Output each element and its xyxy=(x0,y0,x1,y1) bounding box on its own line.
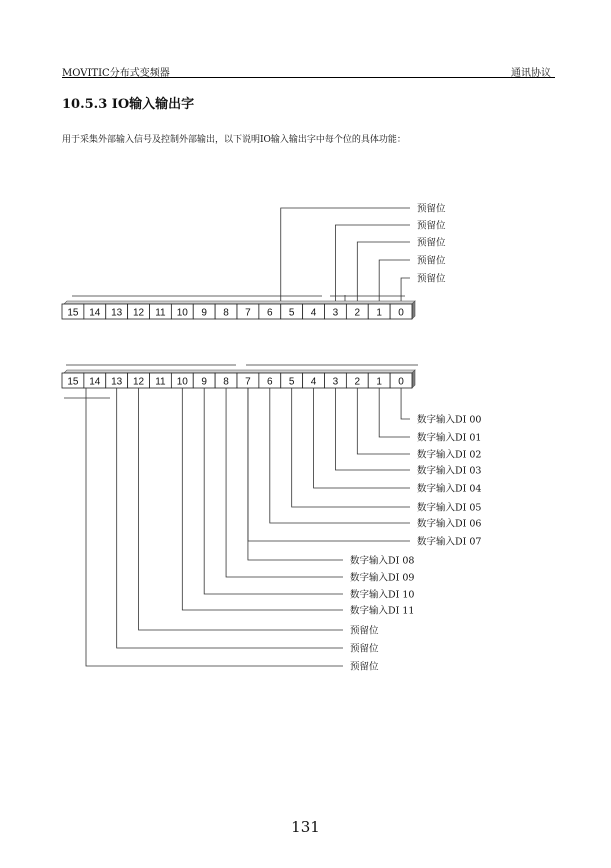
input-leader-line xyxy=(314,388,410,488)
bit-label: 3 xyxy=(332,307,339,319)
register-top-face xyxy=(64,301,415,304)
output-leader-line xyxy=(379,260,410,301)
input-leader-line xyxy=(335,388,410,470)
bit-label: 11 xyxy=(155,307,166,319)
bit-label: 0 xyxy=(398,307,404,319)
bit-label: 2 xyxy=(354,307,361,319)
input-leader-line xyxy=(379,388,410,437)
bit-label: 12 xyxy=(133,376,145,388)
input-label: 数字输入DI 10 xyxy=(350,589,415,601)
input-leader-line xyxy=(226,388,343,577)
input-label: 数字输入DI 02 xyxy=(417,449,482,461)
output-leader-line xyxy=(401,278,410,301)
input-word-register xyxy=(62,370,415,388)
bit-label: 8 xyxy=(223,376,229,388)
input-label: 数字输入DI 04 xyxy=(417,483,482,495)
input-label: 数字输入DI 00 xyxy=(417,414,482,426)
bit-label: 4 xyxy=(310,376,317,388)
page-number: 131 xyxy=(291,818,320,836)
bit-label: 1 xyxy=(376,307,382,319)
input-label: 数字输入DI 09 xyxy=(350,572,415,584)
bit-label: 14 xyxy=(89,376,101,388)
bit-label: 5 xyxy=(288,376,295,388)
register-side-face xyxy=(412,370,415,388)
bit-label: 13 xyxy=(111,376,123,388)
input-label: 数字输入DI 06 xyxy=(417,518,482,530)
input-leader-line xyxy=(292,388,410,507)
bit-label: 9 xyxy=(201,376,207,388)
bit-label: 2 xyxy=(354,376,361,388)
output-label: 预留位 xyxy=(417,203,446,215)
bit-label: 8 xyxy=(223,307,229,319)
bit-label: 7 xyxy=(245,376,251,388)
input-leader-line xyxy=(357,388,410,454)
bit-label: 10 xyxy=(176,307,188,319)
bit-label: 14 xyxy=(89,307,101,319)
input-label: 数字输入DI 11 xyxy=(350,605,415,617)
input-label: 数字输入DI 08 xyxy=(350,555,415,567)
bit-label: 15 xyxy=(67,376,79,388)
header-title: MOVITIC分布式变频器 xyxy=(62,68,170,79)
register-top-face xyxy=(64,370,415,373)
input-label: 数字输入DI 05 xyxy=(417,502,482,514)
input-leader-line xyxy=(270,388,410,523)
input-label: 数字输入DI 01 xyxy=(417,432,482,444)
output-label: 预留位 xyxy=(417,220,446,232)
bit-label: 0 xyxy=(398,376,404,388)
header-section: 通讯协议 xyxy=(511,68,551,79)
intro-text: 用于采集外部输入信号及控制外部输出，以下说明IO输入输出字中每个位的具体功能： xyxy=(62,135,406,145)
input-label: 预留位 xyxy=(350,661,379,673)
input-leader-line xyxy=(204,388,343,594)
bit-label: 13 xyxy=(111,307,123,319)
bit-label: 5 xyxy=(288,307,295,319)
bit-label: 1 xyxy=(376,376,382,388)
input-label: 预留位 xyxy=(350,625,379,637)
register-side-face xyxy=(412,301,415,319)
input-leader-line xyxy=(401,388,410,419)
bit-label: 6 xyxy=(267,307,273,319)
bit-label: 3 xyxy=(332,376,339,388)
output-leader-line xyxy=(357,242,410,301)
output-leader-line xyxy=(281,208,410,301)
output-word-register xyxy=(62,301,415,319)
bit-label: 12 xyxy=(133,307,145,319)
input-label: 数字输入DI 07 xyxy=(417,536,482,548)
input-leader-line xyxy=(248,388,343,560)
bit-label: 15 xyxy=(67,307,79,319)
bit-label: 9 xyxy=(201,307,207,319)
bit-label: 6 xyxy=(267,376,273,388)
output-leader-line xyxy=(335,225,410,301)
input-leader-line xyxy=(86,388,343,666)
output-label: 预留位 xyxy=(417,237,446,249)
input-leader-line xyxy=(248,388,410,541)
bit-label: 7 xyxy=(245,307,251,319)
output-label: 预留位 xyxy=(417,255,446,267)
input-leader-line xyxy=(117,388,343,648)
bit-label: 4 xyxy=(310,307,317,319)
section-title: 10.5.3 IO输入输出字 xyxy=(62,97,195,112)
bit-label: 11 xyxy=(155,376,166,388)
input-label: 数字输入DI 03 xyxy=(417,465,482,477)
bit-label: 10 xyxy=(176,376,188,388)
input-label: 预留位 xyxy=(350,643,379,655)
output-label: 预留位 xyxy=(417,273,446,285)
